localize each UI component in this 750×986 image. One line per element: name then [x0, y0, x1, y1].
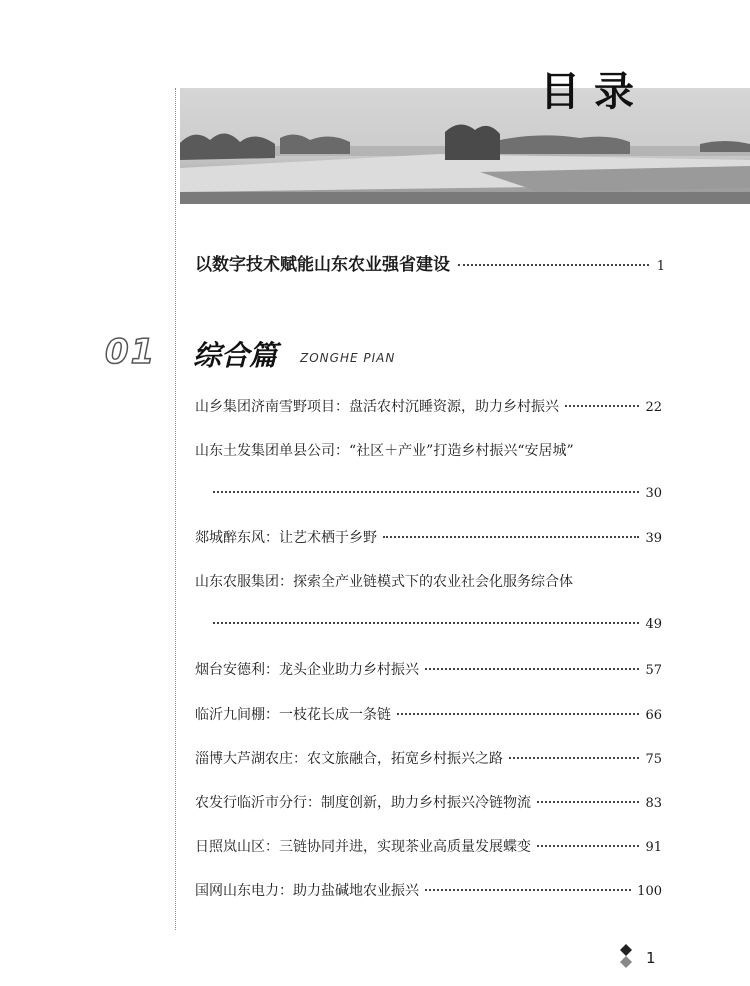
toc-entry-page: 91: [645, 840, 662, 855]
toc-entry-page: 39: [645, 531, 662, 546]
toc-entry[interactable]: [195, 440, 662, 501]
toc-entry-title: 山乡集团济南雪野项目：盘活农村沉睡资源，助力乡村振兴: [195, 399, 559, 415]
toc-entry-page: 100: [637, 884, 662, 899]
leader-dots: [458, 264, 649, 266]
leader-dots: [425, 889, 631, 891]
toc-entry-title: 郯城醉东风：让艺术栖于乡野: [195, 530, 377, 546]
toc-entry-title: 山东农服集团：探索全产业链模式下的农业社会化服务综合体: [195, 574, 573, 590]
toc-entry-page: 49: [645, 617, 662, 632]
page-number: 1: [646, 949, 656, 967]
leader-dots: [425, 668, 639, 670]
toc-entry[interactable]: [195, 836, 662, 856]
margin-rule: [175, 88, 176, 930]
toc-entry-title: 临沂九间棚：一枝花长成一条链: [195, 707, 391, 723]
lead-entry[interactable]: [195, 250, 665, 275]
toc-entry-title: 烟台安德利：龙头企业助力乡村振兴: [195, 662, 419, 678]
toc-entry-title: 农发行临沂市分行：制度创新，助力乡村振兴冷链物流: [195, 795, 531, 811]
toc-entry[interactable]: [195, 396, 662, 416]
section-name: 综合篇: [193, 339, 278, 372]
lead-entry-title: 以数字技术赋能山东农业强省建设: [195, 255, 450, 275]
toc-entry[interactable]: [195, 571, 662, 632]
section-number: 01: [105, 332, 157, 372]
leader-dots: [565, 405, 639, 407]
toc-entry[interactable]: [195, 880, 662, 900]
lead-entry-page: 1: [656, 259, 665, 274]
section-subtitle: ZONGHE PIAN: [300, 351, 396, 365]
leader-dots: [537, 845, 639, 847]
leader-dots: [213, 491, 639, 493]
toc-entry-page: 30: [645, 486, 662, 501]
header-landscape-photo: [180, 88, 750, 204]
toc-entry-page: 22: [645, 400, 662, 415]
leader-dots: [537, 801, 639, 803]
toc-entry-page: 57: [645, 663, 662, 678]
leader-dots: [213, 622, 639, 624]
toc-entry-page: 75: [645, 752, 662, 767]
toc-entry-page: 66: [645, 708, 662, 723]
toc-entry[interactable]: [195, 748, 662, 768]
toc-entry-page: 83: [645, 796, 662, 811]
page-title: 目录: [540, 69, 648, 115]
diamond-ornament-icon: [618, 944, 634, 972]
leader-dots: [383, 536, 639, 538]
toc-entry-title: 日照岚山区：三链协同并进，实现茶业高质量发展蝶变: [195, 839, 531, 855]
toc-entry[interactable]: [195, 659, 662, 679]
toc-entry-title: 山东土发集团单县公司：“社区＋产业”打造乡村振兴“安居城”: [195, 443, 574, 459]
toc-entry[interactable]: [195, 792, 662, 812]
toc-entry[interactable]: [195, 527, 662, 547]
leader-dots: [509, 757, 639, 759]
toc-entry-title: 淄博大芦湖农庄：农文旅融合，拓宽乡村振兴之路: [195, 751, 503, 767]
toc-entry[interactable]: [195, 704, 662, 724]
toc-entry-title: 国网山东电力：助力盐碱地农业振兴: [195, 883, 419, 899]
leader-dots: [397, 713, 639, 715]
page-footer: [618, 944, 656, 972]
